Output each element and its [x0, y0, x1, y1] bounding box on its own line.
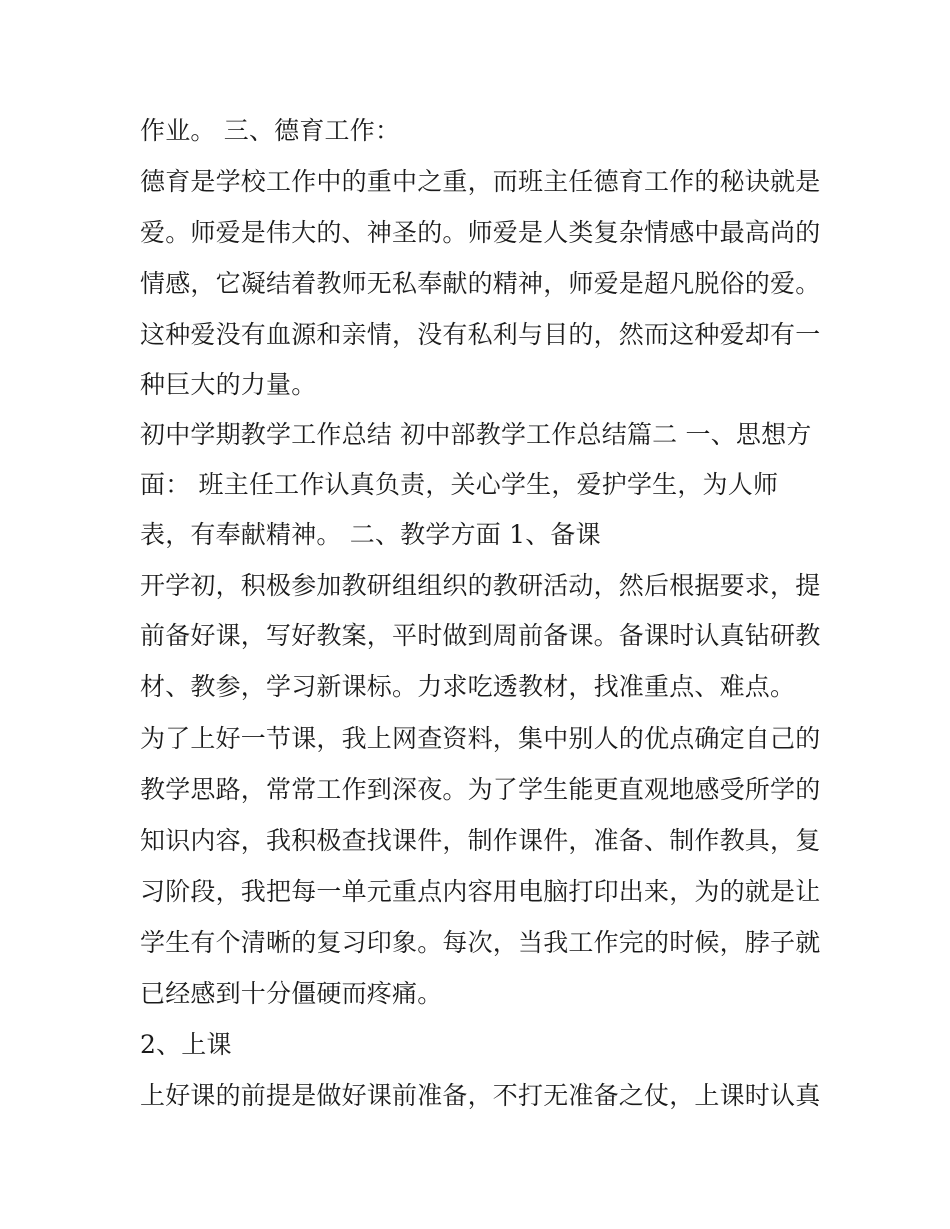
text-line: 这种爱没有血源和亲情，没有私利与目的，然而这种爱却有一 [140, 320, 821, 349]
text-line: 种巨大的力量。 [140, 370, 317, 399]
text-line: 材、教参，学习新课标。力求吃透教材，找准重点、难点。 [140, 672, 796, 701]
text-line: 面： 班主任工作认真负责，关心学生，爱护学生，为人师 [140, 470, 779, 499]
text-line: 为了上好一节课，我上网查资料，集中别人的优点确定自己的 [140, 724, 821, 753]
text-line: 开学初，积极参加教研组组织的教研活动，然后根据要求，提 [140, 571, 821, 600]
text-line: 作业。 三、德育工作： [140, 116, 401, 145]
text-line: 上好课的前提是做好课前准备，不打无准备之仗，上课时认真 [140, 1081, 821, 1110]
text-line: 习阶段，我把每一单元重点内容用电脑打印出来，为的就是让 [140, 877, 821, 906]
text-line: 知识内容，我积极查找课件，制作课件，准备、制作教具，复 [140, 826, 821, 855]
text-line: 初中学期教学工作总结 初中部教学工作总结篇二 一、思想方 [140, 420, 812, 449]
text-line: 2、上课 [140, 1030, 232, 1059]
text-line: 表，有奉献精神。 二、教学方面 1、备课 [140, 520, 601, 549]
text-line: 教学思路，常常工作到深夜。为了学生能更直观地感受所学的 [140, 775, 821, 804]
text-line: 爱。师爱是伟大的、神圣的。师爱是人类复杂情感中最高尚的 [140, 218, 821, 247]
text-line: 情感，它凝结着教师无私奉献的精神，师爱是超凡脱俗的爱。 [140, 269, 821, 298]
text-line: 前备好课，写好教案，平时做到周前备课。备课时认真钻研教 [140, 621, 821, 650]
text-line: 学生有个清晰的复习印象。每次，当我工作完的时候，脖子就 [140, 928, 821, 957]
text-line: 德育是学校工作中的重中之重，而班主任德育工作的秘诀就是 [140, 167, 821, 196]
text-line: 已经感到十分僵硬而疼痛。 [140, 979, 443, 1008]
